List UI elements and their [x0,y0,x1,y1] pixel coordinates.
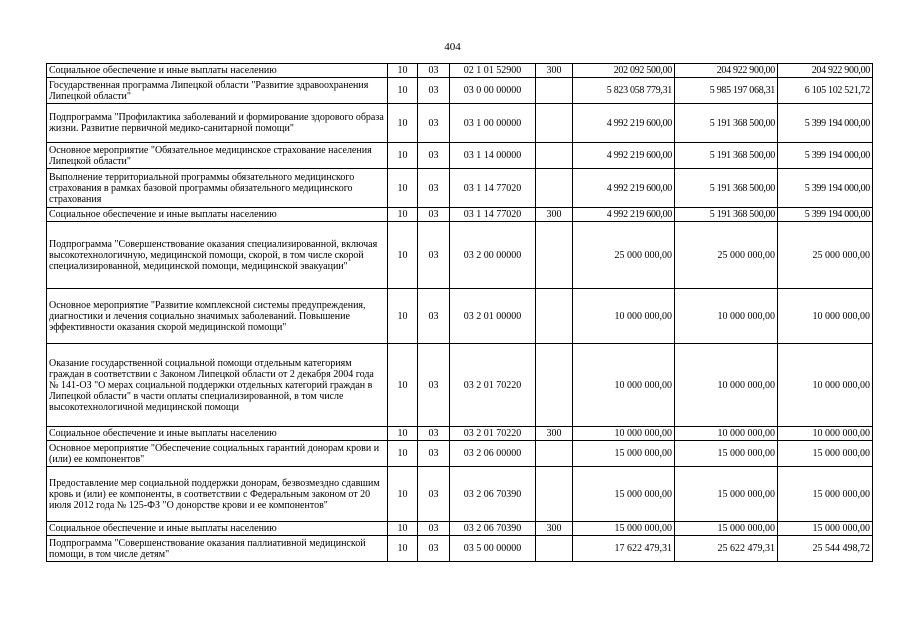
amount-year-1: 17 622 479,31 [573,536,675,562]
section-code: 10 [388,222,418,289]
amount-year-2: 5 191 368 500,00 [675,104,778,143]
amount-year-2: 10 000 000,00 [675,344,778,427]
expense-type-code [536,536,573,562]
section-code: 10 [388,64,418,78]
row-name: Социальное обеспечение и иные выплаты населению [47,208,388,222]
row-name: Основное мероприятие "Развитие комплексной системы предупреждения, диагностики и лечения социально значимых заболеваний. Повышение эффективности оказания скорой медицинской помощи" [47,289,388,344]
amount-year-3: 5 399 194 000,00 [778,169,873,208]
section-code: 10 [388,522,418,536]
target-article-code: 03 1 14 77020 [450,169,536,208]
subsection-code: 03 [418,522,450,536]
expense-type-code [536,104,573,143]
table-row [47,441,873,467]
target-article-code: 03 0 00 00000 [450,78,536,104]
expense-type-code: 300 [536,64,573,78]
target-article-code: 03 2 06 70390 [450,522,536,536]
subsection-code: 03 [418,104,450,143]
table-row [47,169,873,208]
row-name: Предоставление мер социальной поддержки донорам, безвозмездно сдавшим кровь и (или) ее компоненты, в соответствии с Федеральным законом от 20 июля 2012 года № 125-ФЗ "О донорстве крови и ее компонентов" [47,467,388,522]
section-code: 10 [388,344,418,427]
subsection-code: 03 [418,289,450,344]
table-row [47,522,873,536]
amount-year-1: 4 992 219 600,00 [573,169,675,208]
row-name: Основное мероприятие "Обеспечение социальных гарантий донорам крови и (или) ее компонентов" [47,441,388,467]
target-article-code: 03 2 01 70220 [450,427,536,441]
amount-year-1: 10 000 000,00 [573,289,675,344]
amount-year-2: 25 000 000,00 [675,222,778,289]
target-article-code: 03 1 14 77020 [450,208,536,222]
budget-table [46,63,873,562]
page-number: 404 [444,41,461,53]
row-name: Подпрограмма "Профилактика заболеваний и формирование здорового образа жизни. Развитие первичной медико-санитарной помощи" [47,104,388,143]
expense-type-code [536,222,573,289]
row-name: Подпрограмма "Совершенствование оказания специализированной, включая высокотехнологичную, медицинской помощи, скорой, в том числе скорой специализированной, медицинской помощи, медицинской эвакуации" [47,222,388,289]
table-row [47,344,873,427]
target-article-code: 03 1 14 00000 [450,143,536,169]
amount-year-2: 10 000 000,00 [675,289,778,344]
expense-type-code: 300 [536,208,573,222]
subsection-code: 03 [418,344,450,427]
amount-year-3: 15 000 000,00 [778,441,873,467]
amount-year-3: 10 000 000,00 [778,427,873,441]
table-row [47,64,873,78]
amount-year-2: 15 000 000,00 [675,522,778,536]
amount-year-2: 10 000 000,00 [675,427,778,441]
expense-type-code: 300 [536,522,573,536]
table-row [47,78,873,104]
subsection-code: 03 [418,222,450,289]
amount-year-1: 10 000 000,00 [573,427,675,441]
amount-year-2: 5 191 368 500,00 [675,208,778,222]
subsection-code: 03 [418,536,450,562]
target-article-code: 02 1 01 52900 [450,64,536,78]
amount-year-2: 204 922 900,00 [675,64,778,78]
subsection-code: 03 [418,143,450,169]
subsection-code: 03 [418,208,450,222]
table-row [47,289,873,344]
table-row [47,208,873,222]
amount-year-2: 5 985 197 068,31 [675,78,778,104]
amount-year-2: 5 191 368 500,00 [675,143,778,169]
section-code: 10 [388,467,418,522]
subsection-code: 03 [418,78,450,104]
expense-type-code [536,143,573,169]
table-row [47,222,873,289]
amount-year-3: 10 000 000,00 [778,289,873,344]
table-row [47,104,873,143]
amount-year-2: 25 622 479,31 [675,536,778,562]
target-article-code: 03 2 00 00000 [450,222,536,289]
amount-year-1: 10 000 000,00 [573,344,675,427]
section-code: 10 [388,78,418,104]
amount-year-3: 10 000 000,00 [778,344,873,427]
target-article-code: 03 1 00 00000 [450,104,536,143]
amount-year-3: 6 105 102 521,72 [778,78,873,104]
row-name: Социальное обеспечение и иные выплаты населению [47,64,388,78]
amount-year-3: 25 544 498,72 [778,536,873,562]
expense-type-code [536,289,573,344]
amount-year-2: 5 191 368 500,00 [675,169,778,208]
expense-type-code [536,441,573,467]
row-name: Социальное обеспечение и иные выплаты населению [47,522,388,536]
amount-year-2: 15 000 000,00 [675,441,778,467]
amount-year-1: 202 092 500,00 [573,64,675,78]
table-row [47,536,873,562]
subsection-code: 03 [418,467,450,522]
target-article-code: 03 2 01 00000 [450,289,536,344]
amount-year-1: 15 000 000,00 [573,467,675,522]
amount-year-3: 5 399 194 000,00 [778,143,873,169]
target-article-code: 03 5 00 00000 [450,536,536,562]
row-name: Социальное обеспечение и иные выплаты населению [47,427,388,441]
amount-year-1: 4 992 219 600,00 [573,208,675,222]
amount-year-1: 4 992 219 600,00 [573,104,675,143]
expense-type-code [536,169,573,208]
amount-year-3: 25 000 000,00 [778,222,873,289]
section-code: 10 [388,104,418,143]
amount-year-3: 5 399 194 000,00 [778,104,873,143]
section-code: 10 [388,441,418,467]
amount-year-2: 15 000 000,00 [675,467,778,522]
expense-type-code [536,467,573,522]
amount-year-1: 15 000 000,00 [573,441,675,467]
amount-year-1: 25 000 000,00 [573,222,675,289]
amount-year-3: 5 399 194 000,00 [778,208,873,222]
section-code: 10 [388,289,418,344]
expense-type-code [536,344,573,427]
section-code: 10 [388,143,418,169]
section-code: 10 [388,208,418,222]
subsection-code: 03 [418,64,450,78]
table-row [47,143,873,169]
row-name: Государственная программа Липецкой области "Развитие здравоохранения Липецкой области" [47,78,388,104]
row-name: Выполнение территориальной программы обязательного медицинского страхования в рамках базовой программы обязательного медицинского страхования [47,169,388,208]
section-code: 10 [388,536,418,562]
amount-year-3: 204 922 900,00 [778,64,873,78]
section-code: 10 [388,169,418,208]
expense-type-code: 300 [536,427,573,441]
amount-year-3: 15 000 000,00 [778,467,873,522]
table-row [47,427,873,441]
section-code: 10 [388,427,418,441]
subsection-code: 03 [418,441,450,467]
table-row [47,467,873,522]
row-name: Основное мероприятие "Обязательное медицинское страхование населения Липецкой области" [47,143,388,169]
target-article-code: 03 2 06 70390 [450,467,536,522]
amount-year-1: 4 992 219 600,00 [573,143,675,169]
target-article-code: 03 2 01 70220 [450,344,536,427]
amount-year-3: 15 000 000,00 [778,522,873,536]
row-name: Подпрограмма "Совершенствование оказания паллиативной медицинской помощи, в том числе детям" [47,536,388,562]
target-article-code: 03 2 06 00000 [450,441,536,467]
subsection-code: 03 [418,169,450,208]
amount-year-1: 5 823 058 779,31 [573,78,675,104]
amount-year-1: 15 000 000,00 [573,522,675,536]
row-name: Оказание государственной социальной помощи отдельным категориям граждан в соответствии с Законом Липецкой области от 2 декабря 2004 года № 141-ОЗ "О мерах социальной поддержки отдельных категорий граждан в Липецкой области" в части оплаты специализированной, в том числе высокотехнологичной медицинской помощи [47,344,388,427]
expense-type-code [536,78,573,104]
subsection-code: 03 [418,427,450,441]
